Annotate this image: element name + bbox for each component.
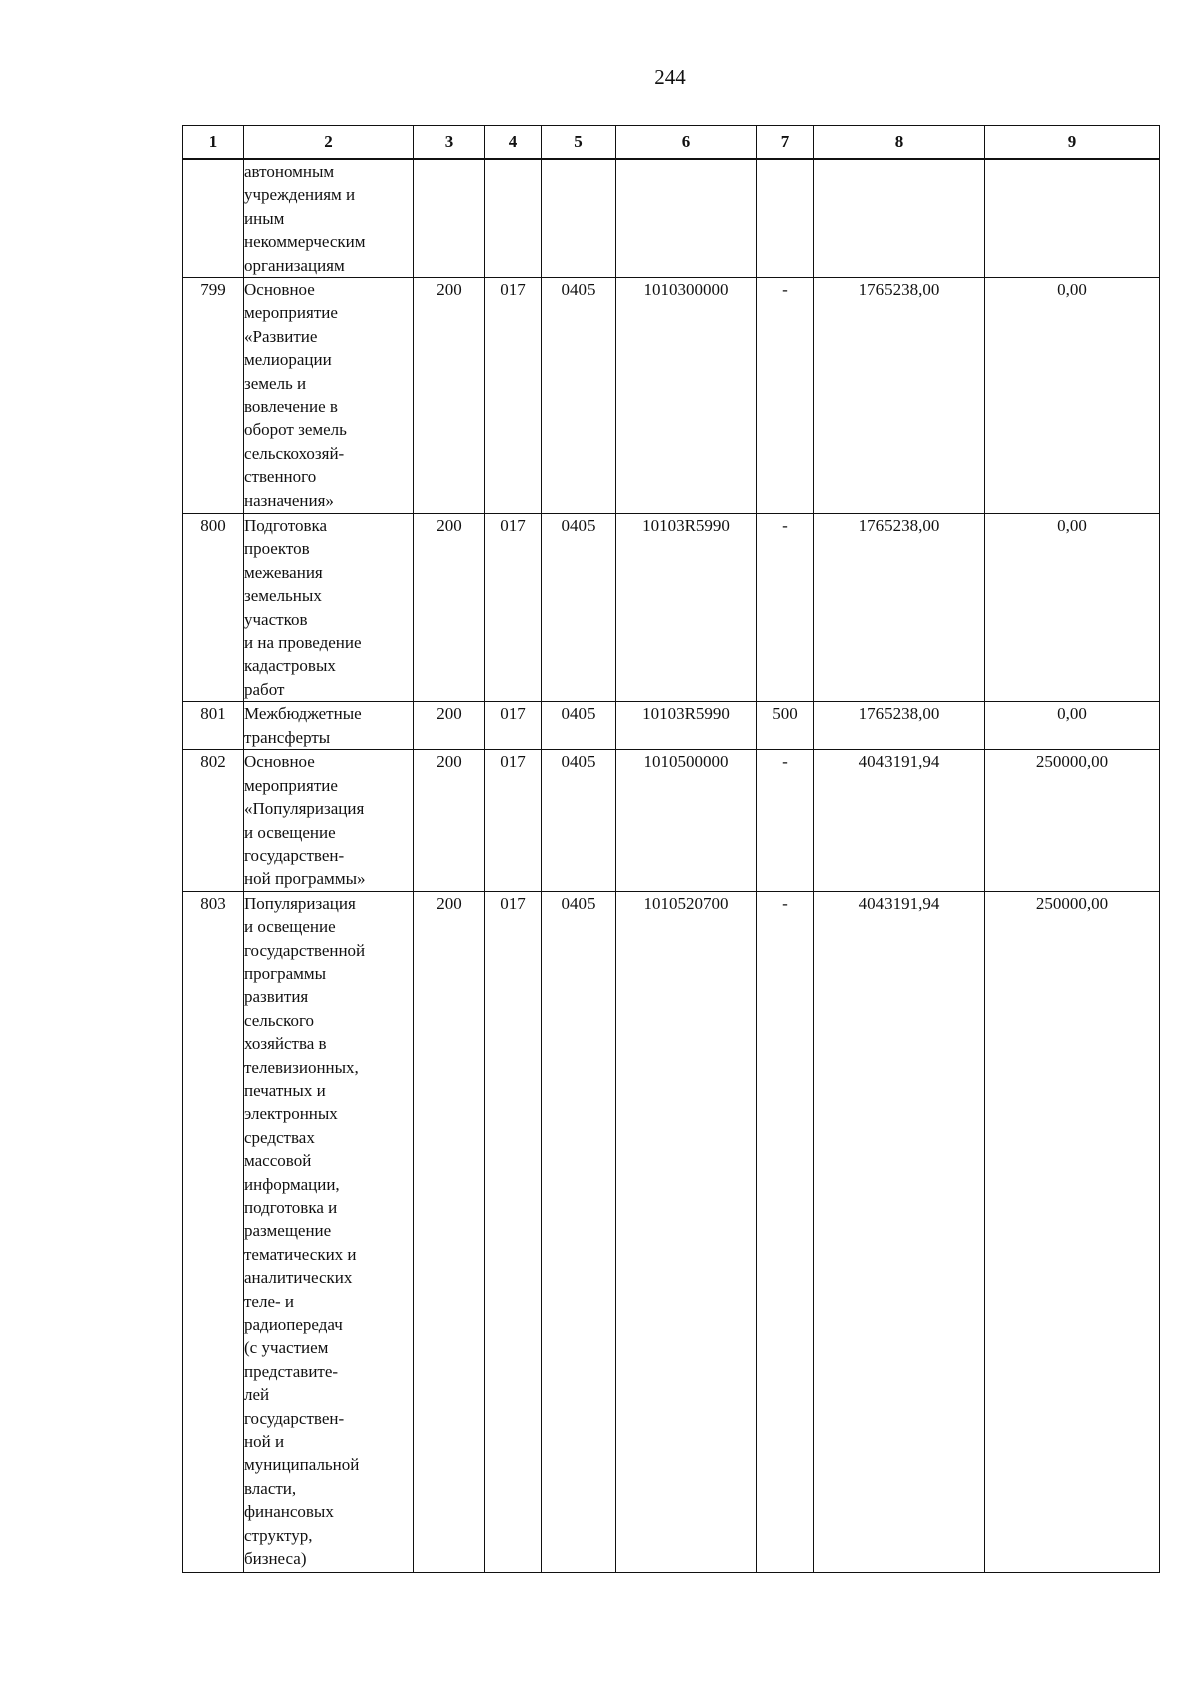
row-number-cell: 801 — [183, 702, 244, 750]
description-cell: Основное мероприятие «Развитие мелиорации земель и вовлечение в оборот земель сельскохозяй- ственного назначения» — [244, 278, 414, 514]
code-cell: 017 — [485, 278, 542, 514]
code-cell: 10103R5990 — [616, 702, 757, 750]
amount-cell: 4043191,94 — [814, 750, 985, 891]
amount-cell: 250000,00 — [985, 750, 1160, 891]
code-cell: 017 — [485, 891, 542, 1572]
code-cell — [757, 159, 814, 278]
column-header: 1 — [183, 126, 244, 160]
description-cell: Межбюджетные трансферты — [244, 702, 414, 750]
description-cell: автономным учреждениям и иным некоммерческим организациям — [244, 159, 414, 278]
budget-table — [182, 125, 1160, 1573]
column-header: 6 — [616, 126, 757, 160]
code-cell: 017 — [485, 514, 542, 702]
row-number-cell — [183, 159, 244, 278]
code-cell: 500 — [757, 702, 814, 750]
code-cell: 200 — [414, 891, 485, 1572]
amount-cell: 1765238,00 — [814, 702, 985, 750]
code-cell: 017 — [485, 702, 542, 750]
code-cell: 200 — [414, 702, 485, 750]
code-cell: 017 — [485, 750, 542, 891]
column-header: 4 — [485, 126, 542, 160]
code-cell: 0405 — [542, 702, 616, 750]
table-row — [183, 891, 1160, 1572]
column-header: 8 — [814, 126, 985, 160]
column-header: 2 — [244, 126, 414, 160]
row-number-cell: 800 — [183, 514, 244, 702]
code-cell — [616, 159, 757, 278]
column-header: 7 — [757, 126, 814, 160]
column-header: 5 — [542, 126, 616, 160]
code-cell: 1010300000 — [616, 278, 757, 514]
description-cell: Подготовка проектов межевания земельных участков и на проведение кадастровых работ — [244, 514, 414, 702]
table-body — [183, 159, 1160, 1572]
code-cell — [485, 159, 542, 278]
column-header: 3 — [414, 126, 485, 160]
code-cell: 0405 — [542, 891, 616, 1572]
description-cell: Популяризация и освещение государственной программы развития сельского хозяйства в телевизионных, печатных и электронных средствах массовой информации, подготовка и размещение тематических и аналитических теле- и радиопередач (с участием представите- лей государствен- ной и муниципальной власти, финансовых структур, бизнеса) — [244, 891, 414, 1572]
amount-cell: 0,00 — [985, 702, 1160, 750]
row-number-cell: 803 — [183, 891, 244, 1572]
code-cell: 200 — [414, 514, 485, 702]
code-cell: 0405 — [542, 278, 616, 514]
table-row — [183, 514, 1160, 702]
code-cell: - — [757, 750, 814, 891]
code-cell: 0405 — [542, 750, 616, 891]
amount-cell: 1765238,00 — [814, 278, 985, 514]
amount-cell: 250000,00 — [985, 891, 1160, 1572]
table-row — [183, 159, 1160, 278]
table-row — [183, 750, 1160, 891]
amount-cell — [985, 159, 1160, 278]
code-cell: 200 — [414, 750, 485, 891]
column-header: 9 — [985, 126, 1160, 160]
row-number-cell: 802 — [183, 750, 244, 891]
amount-cell: 1765238,00 — [814, 514, 985, 702]
code-cell: 10103R5990 — [616, 514, 757, 702]
code-cell: - — [757, 278, 814, 514]
amount-cell: 4043191,94 — [814, 891, 985, 1572]
header-row — [183, 126, 1160, 160]
amount-cell — [814, 159, 985, 278]
code-cell: 1010500000 — [616, 750, 757, 891]
page-number: 244 — [654, 65, 686, 89]
code-cell: - — [757, 891, 814, 1572]
table-row — [183, 702, 1160, 750]
code-cell — [414, 159, 485, 278]
code-cell: - — [757, 514, 814, 702]
code-cell: 0405 — [542, 514, 616, 702]
code-cell — [542, 159, 616, 278]
amount-cell: 0,00 — [985, 278, 1160, 514]
description-cell: Основное мероприятие «Популяризация и освещение государствен- ной программы» — [244, 750, 414, 891]
amount-cell: 0,00 — [985, 514, 1160, 702]
row-number-cell: 799 — [183, 278, 244, 514]
table-row — [183, 278, 1160, 514]
code-cell: 200 — [414, 278, 485, 514]
code-cell: 1010520700 — [616, 891, 757, 1572]
